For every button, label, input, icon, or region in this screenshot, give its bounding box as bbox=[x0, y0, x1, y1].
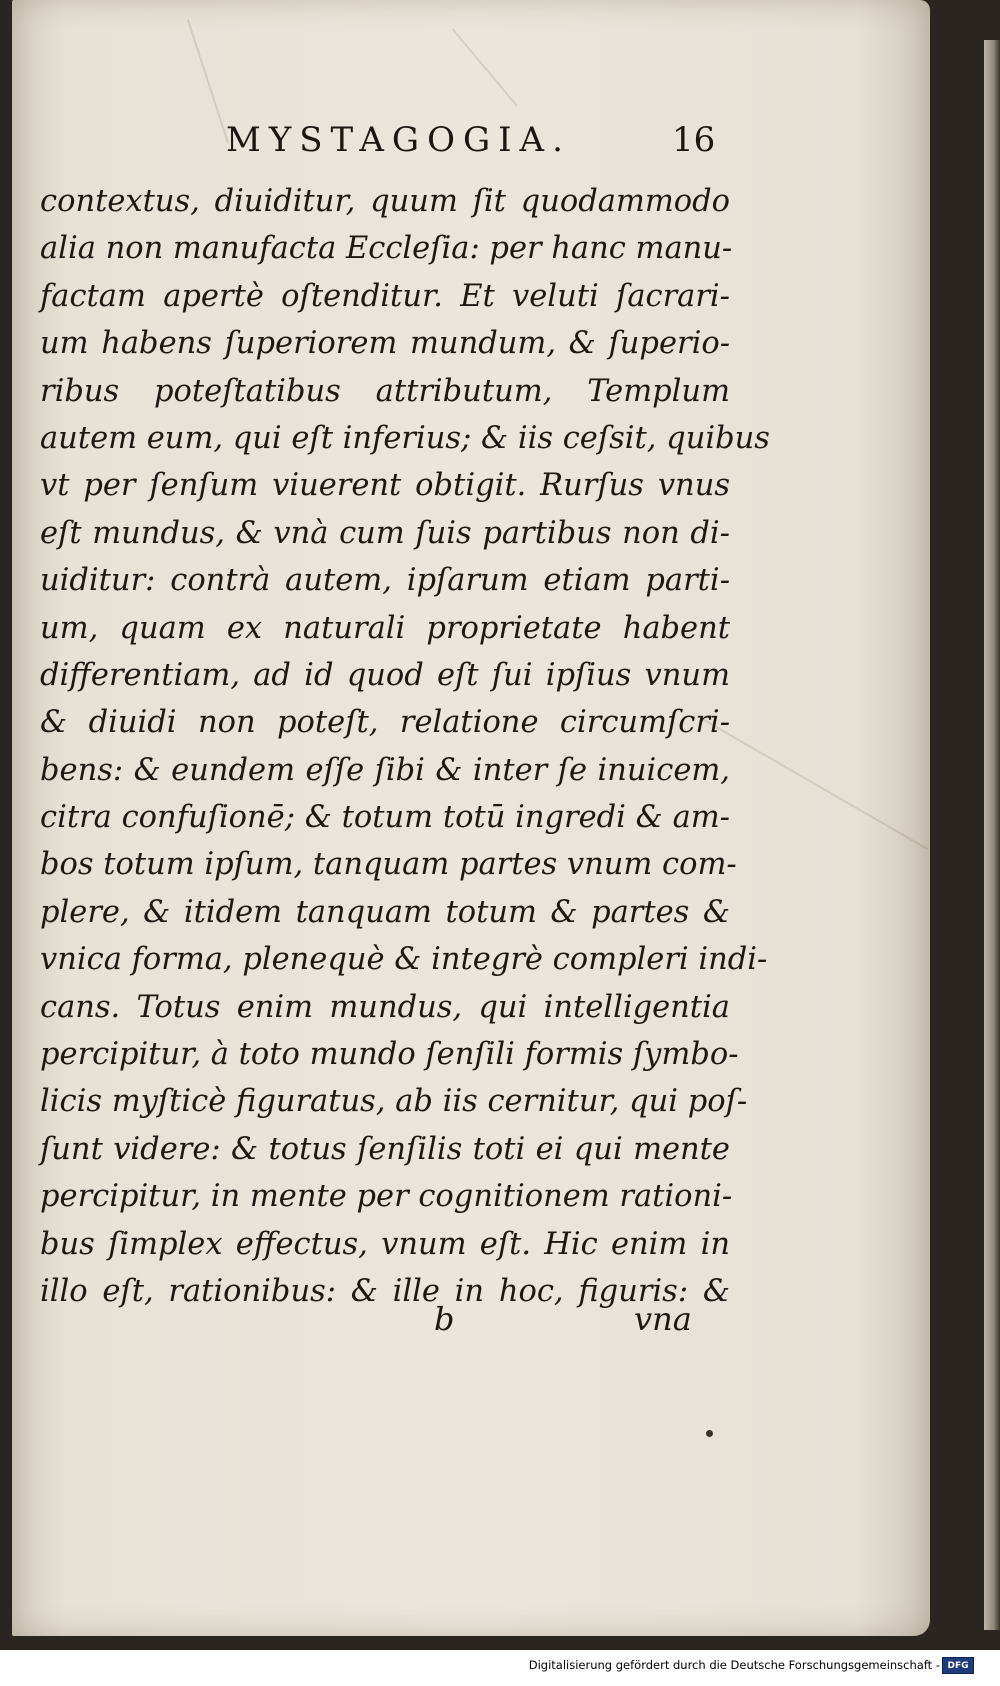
footer-credit: Digitalisierung gefördert durch die Deutsche Forschungsgemeinschaft - bbox=[528, 1658, 940, 1672]
paper-crease bbox=[452, 29, 518, 107]
footer-bar bbox=[0, 1652, 1000, 1686]
text-line: percipitur, in mente per cognitionem rationi- bbox=[40, 1179, 733, 1215]
text-line: vt per ſenſum viuerent obtigit. Rurſus vnus bbox=[40, 468, 730, 504]
ink-speck bbox=[706, 1430, 713, 1437]
text-line: bus ſimplex effectus, vnum eſt. Hic enim in bbox=[40, 1226, 730, 1262]
text-line: alia non manufacta Eccleſia: per hanc manu- bbox=[40, 231, 733, 267]
text-line: um, quam ex naturali proprietate habent bbox=[40, 610, 730, 646]
paper-crease bbox=[702, 718, 928, 850]
catchword: vna bbox=[634, 1300, 692, 1338]
text-line: vnica forma, plenequè & integrè compleri indi- bbox=[40, 942, 768, 978]
text-line: ſunt videre: & totus ſenſilis toti ei qui mente bbox=[40, 1131, 730, 1167]
page-number: 16 bbox=[672, 120, 716, 160]
text-line: um habens ſuperiorem mundum, & ſuperio- bbox=[40, 326, 730, 362]
text-line: illo eſt, rationibus: & ille in hoc, figuris: & bbox=[40, 1273, 730, 1309]
body-text bbox=[40, 178, 770, 1315]
text-line: uiditur: contrà autem, ipſarum etiam parti- bbox=[40, 563, 730, 599]
text-line: differentiam, ad id quod eſt ſui ipſius vnum bbox=[40, 657, 730, 693]
signature-mark: b bbox=[434, 1300, 455, 1338]
text-line: factam apertè oſtenditur. Et veluti ſacrari- bbox=[40, 278, 730, 314]
text-line: contextus, diuiditur, quum ſit quodammodo bbox=[40, 184, 730, 219]
text-line: licis myſticè figuratus, ab iis cernitur, qui poſ- bbox=[40, 1084, 748, 1120]
text-line: & diuidi non poteſt, relatione circumſcri- bbox=[40, 705, 730, 741]
book-page bbox=[12, 0, 930, 1636]
text-line: eſt mundus, & vnà cum ſuis partibus non di- bbox=[40, 515, 730, 551]
running-head bbox=[12, 120, 930, 180]
text-line: cans. Totus enim mundus, qui intelligentia bbox=[40, 989, 730, 1025]
running-head-title: MYSTAGOGIA. bbox=[226, 120, 571, 160]
text-line: ribus poteſtatibus attributum, Templum bbox=[40, 373, 730, 409]
page-edge bbox=[984, 40, 1000, 1630]
text-line: autem eum, qui eſt inferius; & iis ceſsit, quibus bbox=[40, 420, 770, 456]
dfg-logo: DFG bbox=[942, 1657, 974, 1674]
text-line: bos totum ipſum, tanquam partes vnum com- bbox=[40, 847, 737, 883]
text-line: plere, & itidem tanquam totum & partes & bbox=[40, 894, 730, 930]
text-line: bens: & eundem eſſe ſibi & inter ſe inuicem, bbox=[40, 752, 730, 788]
text-line: percipitur, à toto mundo ſenſili formis ſymbo- bbox=[40, 1037, 739, 1073]
text-line: citra confuſionē; & totum totū ingredi & am- bbox=[40, 800, 730, 836]
